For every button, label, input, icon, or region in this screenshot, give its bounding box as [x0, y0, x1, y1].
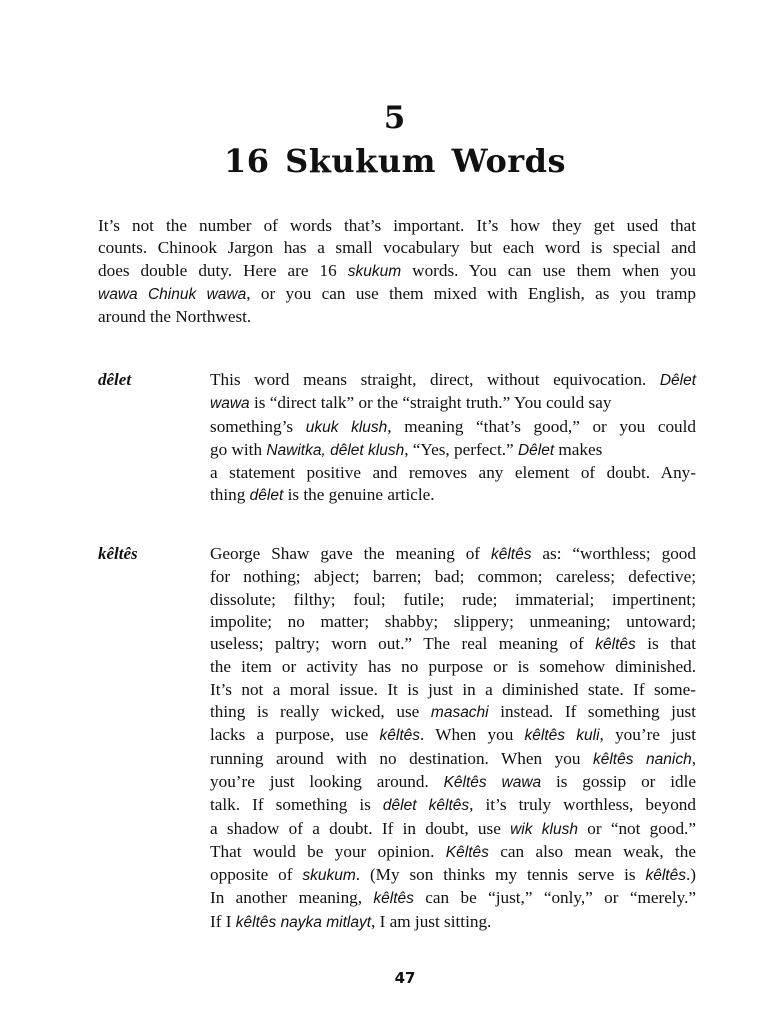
definition-line: impolite; no matter; shabby; slippery; unmeaning; untoward; — [210, 611, 696, 631]
intro-line: wawa Chinuk wawa, or you can use them mixed with English, as you tramp — [98, 283, 697, 303]
definition-line: That would be your opinion. Kêltês can also mean weak, the — [210, 841, 696, 861]
entry-definition-keltes — [210, 543, 696, 934]
page-number: 47 — [394, 969, 416, 987]
intro-line: counts. Chinook Jargon has a small vocabulary but each word is special and — [98, 238, 696, 258]
definition-line: a statement positive and removes any element of doubt. Any- — [210, 463, 696, 483]
definition-line: George Shaw gave the meaning of kêltês as: “worthless; good — [210, 544, 696, 563]
intro-line: does double duty. Here are 16 skukum words. You can use them when you — [98, 260, 696, 280]
entry-definition-delet — [210, 369, 696, 508]
definition-line: In another meaning, kêltês can be “just,” “only,” or “merely.” — [210, 888, 696, 908]
definition-line: go with Nawitka, dêlet klush, “Yes, perfect.” Dêlet makes — [210, 439, 603, 459]
definition-line: thing dêlet is the genuine article. — [210, 485, 435, 505]
definition-line: It’s not a moral issue. It is just in a diminished state. If some- — [210, 679, 696, 699]
definition-line: If I kêltês nayka mitlayt, I am just sitting. — [210, 911, 492, 931]
definition-line: useless; paltry; worn out.” The real meaning of kêltês is that — [210, 634, 696, 654]
chapter-number: 5 — [383, 100, 407, 136]
definition-line: for nothing; abject; barren; bad; common; careless; defective; — [210, 567, 696, 587]
definition-line: talk. If something is dêlet kêltês, it’s truly worthless, beyond — [210, 795, 696, 815]
definition-line: a shadow of a doubt. If in doubt, use wik klush or “not good.” — [210, 818, 696, 838]
intro-line: It’s not the number of words that’s important. It’s how they get used that — [98, 216, 696, 235]
entry-term-delet: dêlet — [98, 370, 132, 389]
entry-term-keltes: kêltês — [98, 544, 138, 563]
definition-line: dissolute; filthy; foul; futile; rude; immaterial; impertinent; — [210, 589, 696, 609]
chapter-title: 16 Skukum Words — [223, 142, 567, 180]
definition-line: you’re just looking around. Kêltês wawa is gossip or idle — [210, 771, 696, 791]
definition-line: something’s ukuk klush, meaning “that’s good,” or you could — [210, 416, 697, 436]
definition-line: thing is really wicked, use masachi instead. If something just — [210, 702, 697, 722]
definition-line: opposite of skukum. (My son thinks my tennis serve is kêltês.) — [210, 865, 696, 885]
definition-line: running around with no destination. When you kêltês nanich, — [210, 748, 696, 768]
definition-line: the item or activity has no purpose or is somehow diminished. — [210, 657, 696, 677]
intro-paragraph — [98, 215, 696, 328]
definition-line: lacks a purpose, use kêltês. When you kêltês kuli, you’re just — [210, 725, 696, 745]
intro-line: around the Northwest. — [98, 307, 252, 327]
definition-line: wawa is “direct talk” or the “straight truth.” You could say — [210, 393, 612, 413]
definition-line: This word means straight, direct, without equivocation. Dêlet — [210, 370, 696, 389]
